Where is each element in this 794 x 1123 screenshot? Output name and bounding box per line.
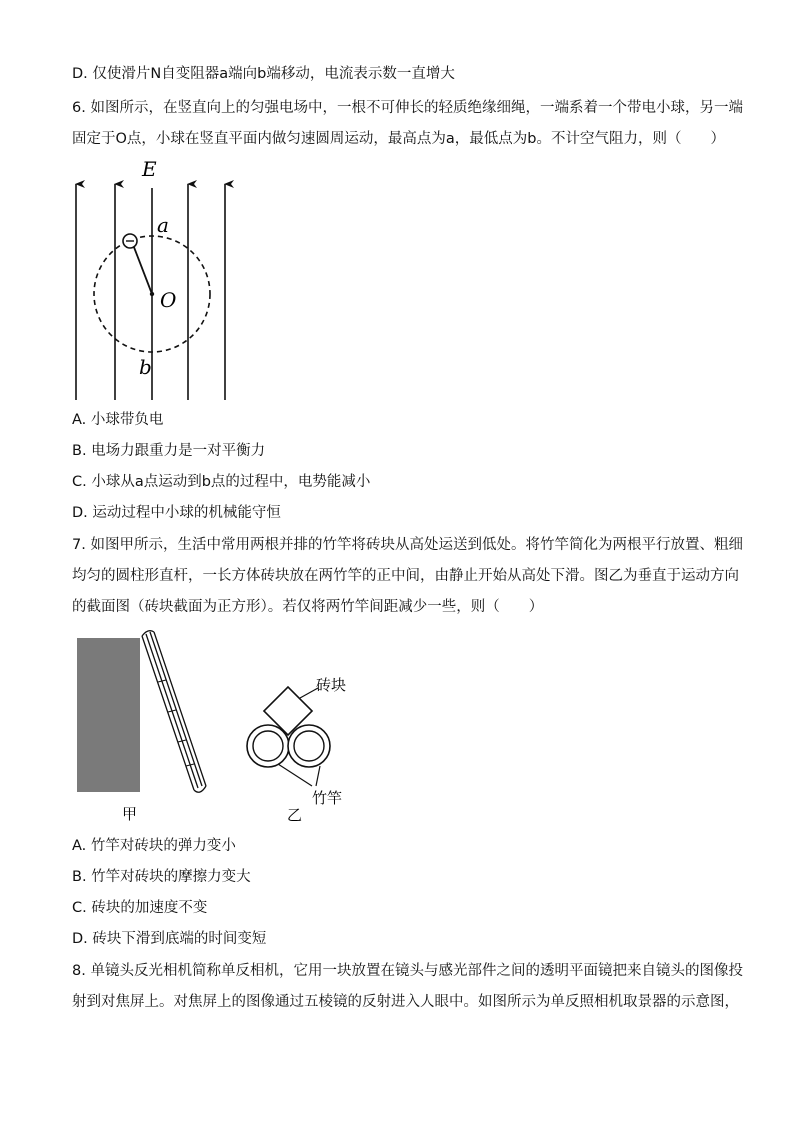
leaning-poles bbox=[142, 631, 206, 793]
label-brick: 砖块 bbox=[316, 676, 347, 694]
q7-stem-line1: 7. 如图甲所示，生活中常用两根并排的竹竿将砖块从高处运送到低处。将竹竿简化为两根平行放置、粗细 bbox=[72, 537, 743, 553]
left-pole-cross-section bbox=[247, 725, 289, 767]
right-pole-cross-section bbox=[288, 725, 330, 767]
label-pole: 竹竿 bbox=[312, 789, 343, 807]
q7-stem-line3: 的截面图（砖块截面为正方形）。若仅将两竹竿间距减少一些，则（ ） bbox=[72, 599, 544, 615]
q7-bamboo-figure bbox=[70, 628, 370, 828]
label-yi: 乙 bbox=[287, 806, 303, 824]
q6-option-b: B. 电场力跟重力是一对平衡力 bbox=[72, 443, 266, 459]
q6-stem-line1: 6. 如图所示，在竖直向上的匀强电场中，一根不可伸长的轻质绝缘细绳，一端系着一个带电小球，另一端 bbox=[72, 100, 743, 116]
q7-stem-line2: 均匀的圆柱形直杆，一长方体砖块放在两竹竿的正中间，由静止开始从高处下滑。图乙为垂直于运动方向 bbox=[72, 568, 739, 584]
wall bbox=[77, 638, 140, 792]
q6-option-c: C. 小球从a点运动到b点的过程中，电势能减小 bbox=[72, 474, 371, 490]
pole-pointer-right bbox=[316, 766, 320, 786]
point-a-label: a bbox=[157, 213, 169, 237]
q6-option-a: A. 小球带负电 bbox=[72, 412, 164, 428]
q5-option-d: D. 仅使滑片N自变阻器a端向b端移动，电流表示数一直增大 bbox=[72, 66, 455, 82]
q6-option-d: D. 运动过程中小球的机械能守恒 bbox=[72, 505, 281, 521]
q6-stem-line2: 固定于O点，小球在竖直平面内做匀速圆周运动，最高点为a，最低点为b。不计空气阻力，则（ ） bbox=[72, 131, 725, 147]
q7-option-a: A. 竹竿对砖块的弹力变小 bbox=[72, 838, 236, 854]
q8-stem-line1: 8. 单镜头反光相机简称单反相机，它用一块放置在镜头与感光部件之间的透明平面镜把来自镜头的图像投 bbox=[72, 963, 743, 979]
q7-option-d: D. 砖块下滑到底端的时间变短 bbox=[72, 931, 267, 947]
string bbox=[132, 242, 152, 294]
field-label-e: E bbox=[142, 157, 157, 181]
pivot-point bbox=[150, 292, 154, 296]
q7-option-b: B. 竹竿对砖块的摩擦力变大 bbox=[72, 869, 251, 885]
q7-option-c: C. 砖块的加速度不变 bbox=[72, 900, 208, 916]
label-jia: 甲 bbox=[122, 805, 138, 823]
q6-electric-field-figure bbox=[60, 152, 250, 404]
q8-stem-line2: 射到对焦屏上。对焦屏上的图像通过五棱镜的反射进入人眼中。如图所示为单反照相机取景器的示意图， bbox=[72, 994, 739, 1010]
point-o-label: O bbox=[160, 288, 177, 312]
point-b-label: b bbox=[139, 355, 152, 379]
